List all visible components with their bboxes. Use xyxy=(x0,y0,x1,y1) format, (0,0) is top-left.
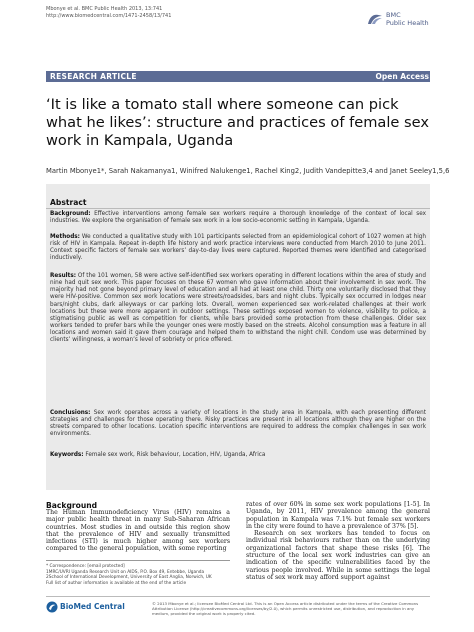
journal-name xyxy=(386,12,429,27)
abstract-divider xyxy=(46,208,430,209)
biomed-central-logo-icon xyxy=(46,601,58,613)
footnote-correspondence[interactable]: * Correspondence: [email protected] xyxy=(46,564,125,569)
journal-line: BMC xyxy=(386,11,401,19)
body-paragraph: Research on sex workers has tended to focus on individual risk behaviours rather than on the underlying organizational factors that shape these risks [6]. The structure of the local sex work industries can give an indication of the specific vulnerabilities faced by the various people involved. While in some settings the legal status of sex work may afford support against xyxy=(246,530,430,581)
footnotes xyxy=(46,564,230,586)
body-paragraph: rates of over 60% in some sex work populations [1-5]. In Uganda, by 2011, HIV prevalence among the general population in Kampala was 7.1% but female sex workers in the city were found to have a prevalence of 37% [5]. xyxy=(246,501,430,530)
footer-brand: BioMed Central xyxy=(60,602,125,611)
abstract-conclusions xyxy=(50,410,426,439)
bmc-logo-icon xyxy=(367,13,383,25)
section-label: Methods: xyxy=(50,234,80,240)
journal-line: Public Health xyxy=(386,18,429,27)
abstract-background xyxy=(50,211,426,225)
license-text: © 2013 Mbonye et al.; licensee BioMed Central Ltd. This is an Open Access article distributed under the terms of the Creative Commons Attribution License (http://creativecommons.org/licenses/by/2.0), which permits unrestricted use, distribution, and reproduction in any medium, provided the original work is properly cited. xyxy=(152,601,419,616)
section-label: Background: xyxy=(50,211,91,217)
section-label: Conclusions: xyxy=(50,410,91,416)
abstract-results xyxy=(50,273,426,345)
body-left-column xyxy=(46,509,230,553)
body-right-column xyxy=(246,501,430,581)
abstract-keywords xyxy=(50,452,426,459)
author-list: Martin Mbonye1*, Sarah Nakamanya1, Winifred Nalukenge1, Rachel King2, Judith Vandepitte3,4 and Janet Seeley1,5,6 xyxy=(46,167,450,175)
citation xyxy=(46,6,171,19)
keywords-label: Keywords: xyxy=(50,452,84,458)
footnote-divider xyxy=(46,560,230,561)
body-paragraph: The Human Immunodeficiency Virus (HIV) remains a major public health threat in many Sub-Saharan African countries. Most studies in and outside this region show that the prevalence of HIV and sexually transmitted infections (STI) is much higher among sex workers compared to the general population, with some reporting xyxy=(46,509,230,553)
footnote-more-info: Full list of author information is available at the end of the article xyxy=(46,580,187,586)
citation-line: Mbonye et al. BMC Public Health 2013, 13:741 xyxy=(46,6,163,12)
section-label: Results: xyxy=(50,273,76,279)
section-text: Effective interventions among female sex workers require a thorough knowledge of the context of local sex industries. We explore the organisation of female sex work in a low socio-economic setting in Kampala, Uganda. xyxy=(50,211,426,225)
keywords-text: Female sex work, Risk behaviour, Location, HIV, Uganda, Africa xyxy=(85,452,266,458)
article-type-label: RESEARCH ARTICLE xyxy=(50,72,137,81)
article-title: ‘It is like a tomato stall where someone can pick what he likes’: structure and practices of female sex work in Kampala, Uganda xyxy=(46,96,429,149)
footnote-affiliation: 1MRC/UVRI Uganda Research Unit on AIDS, P.O. Box 49, Entebbe, Uganda xyxy=(46,569,205,575)
abstract-heading: Abstract xyxy=(50,198,87,207)
footer-divider xyxy=(46,596,430,597)
abstract-methods xyxy=(50,234,426,263)
section-text: We conducted a qualitative study with 101 participants selected from an epidemiological cohort of 1027 women at high risk of HIV in Kampala. Repeat in-depth life history and work practice interviews were conducted from March 2010 to June 2011. Context specific factors of female sex workers’ day-to-day lives were captured. Reported themes were identified and categorised inductively. xyxy=(50,234,426,262)
section-text: Sex work operates across a variety of locations in the study area in Kampala, with each presenting different strategies and challenges for those operating there. Risky practices are present in all locations although they are higher on the streets compared to other locations. Location specific interventions are required to address the complex challenges in sex work environments. xyxy=(50,410,426,438)
section-text: Of the 101 women, 58 were active self-identified sex workers operating in different locations within the area of study and nine had quit sex work. This paper focuses on these 67 women who gave information about their involvement in sex work. The majority had not gone beyond primary level of education and all had at least one child. Thirty one voluntarily disclosed that they were HIV-positive. Common sex work locations were streets/roadsides, bars and night clubs. Typically sex occurred in lodges near bars/night clubs, dark alleyways or car parking lots. Overall, women experienced sex work-related challenges at their work locations but these were more apparent in outdoor settings. These settings exposed women to violence, visibility to police, a stigmatising public as well as competition for clients, while bars provided some protection from these challenges. Older sex workers tended to prefer bars while the younger ones were mostly based on the streets. Alcohol consumption was a feature in all locations and women said it gave them courage and helped them to withstand the night chill. Condom use was determined by clients’ willingness, a woman’s level of sobriety or price offered. xyxy=(50,273,426,344)
footnote-affiliation: 2School of International Development, University of East Anglia, Norwich, UK xyxy=(46,575,212,581)
citation-url[interactable]: http://www.biomedcentral.com/1471-2458/13/741 xyxy=(46,12,172,19)
background-heading: Background xyxy=(46,501,98,510)
open-access-label: Open Access xyxy=(375,72,429,81)
